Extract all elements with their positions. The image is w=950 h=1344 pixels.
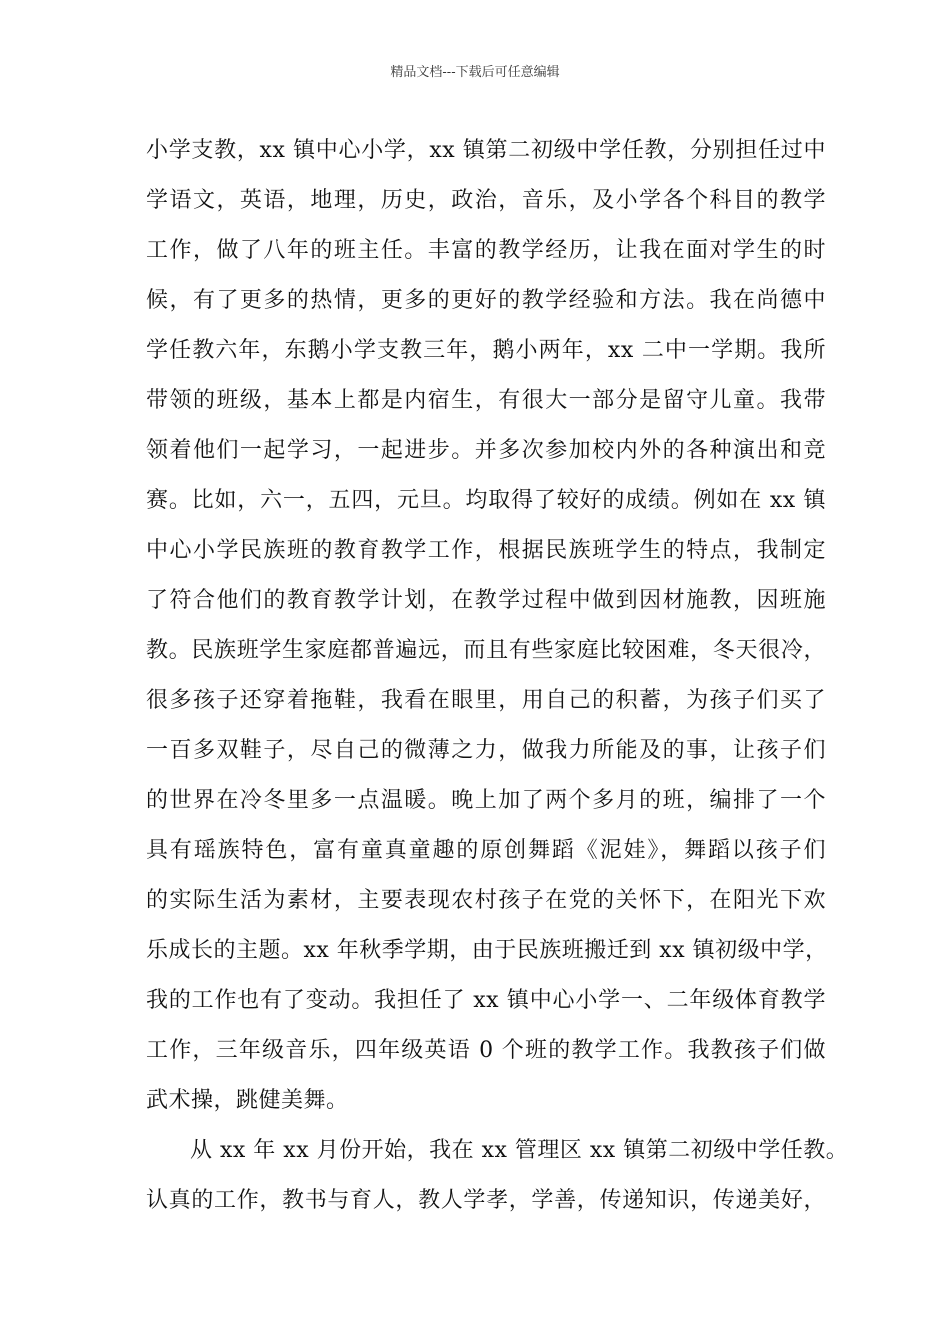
text-line: 学任教六年，东鹅小学支教三年，鹅小两年，xx 二中一学期。我所 — [146, 338, 826, 363]
text-line: 很多孩子还穿着拖鞋，我看在眼里，用自己的积蓄，为孩子们买了 — [146, 688, 826, 713]
text-line: 工作，做了八年的班主任。丰富的教学经历，让我在面对学生的时 — [146, 238, 826, 263]
text-line: 小学支教，xx 镇中心小学，xx 镇第二初级中学任教，分别担任过中 — [146, 138, 826, 163]
text-line: 中心小学民族班的教育教学工作，根据民族班学生的特点，我制定 — [146, 538, 826, 563]
text-line: 我的工作也有了变动。我担任了 xx 镇中心小学一、二年级体育教学 — [146, 988, 826, 1013]
text-line: 乐成长的主题。xx 年秋季学期，由于民族班搬迁到 xx 镇初级中学， — [146, 938, 828, 963]
paragraph-1 — [146, 131, 826, 1131]
text-line: 的实际生活为素材，主要表现农村孩子在党的关怀下，在阳光下欢 — [146, 888, 826, 913]
text-line: 从 xx 年 xx 月份开始，我在 xx 管理区 xx 镇第二初级中学任教。 — [190, 1138, 849, 1163]
text-line: 带领的班级，基本上都是内宿生，有很大一部分是留守儿童。我带 — [146, 388, 826, 413]
page-header: 精品文档---下载后可任意编辑 — [390, 65, 560, 80]
text-line: 候，有了更多的热情，更多的更好的教学经验和方法。我在尚德中 — [146, 288, 826, 313]
text-line: 了符合他们的教育教学计划，在教学过程中做到因材施教，因班施 — [146, 588, 826, 613]
body-text — [146, 131, 849, 1231]
text-line: 一百多双鞋子，尽自己的微薄之力，做我力所能及的事，让孩子们 — [146, 738, 826, 763]
text-line: 赛。比如，六一，五四，元旦。均取得了较好的成绩。例如在 xx 镇 — [146, 488, 826, 513]
text-line: 武术操，跳健美舞。 — [146, 1088, 349, 1113]
text-line: 领着他们一起学习，一起进步。并多次参加校内外的各种演出和竞 — [146, 438, 826, 463]
text-line: 具有瑶族特色，富有童真童趣的原创舞蹈《泥娃》，舞蹈以孩子们 — [146, 838, 826, 863]
text-line: 的世界在冷冬里多一点温暖。晚上加了两个多月的班，编排了一个 — [146, 788, 826, 813]
text-line: 认真的工作，教书与育人，教人学孝，学善，传递知识，传递美好， — [146, 1188, 826, 1213]
paragraph-2 — [146, 1131, 849, 1231]
text-line: 工作，三年级音乐，四年级英语 0 个班的教学工作。我教孩子们做 — [146, 1038, 826, 1063]
text-line: 教。民族班学生家庭都普遍远，而且有些家庭比较困难，冬天很冷， — [146, 638, 826, 663]
text-line: 学语文，英语，地理，历史，政治，音乐，及小学各个科目的教学 — [146, 188, 826, 213]
